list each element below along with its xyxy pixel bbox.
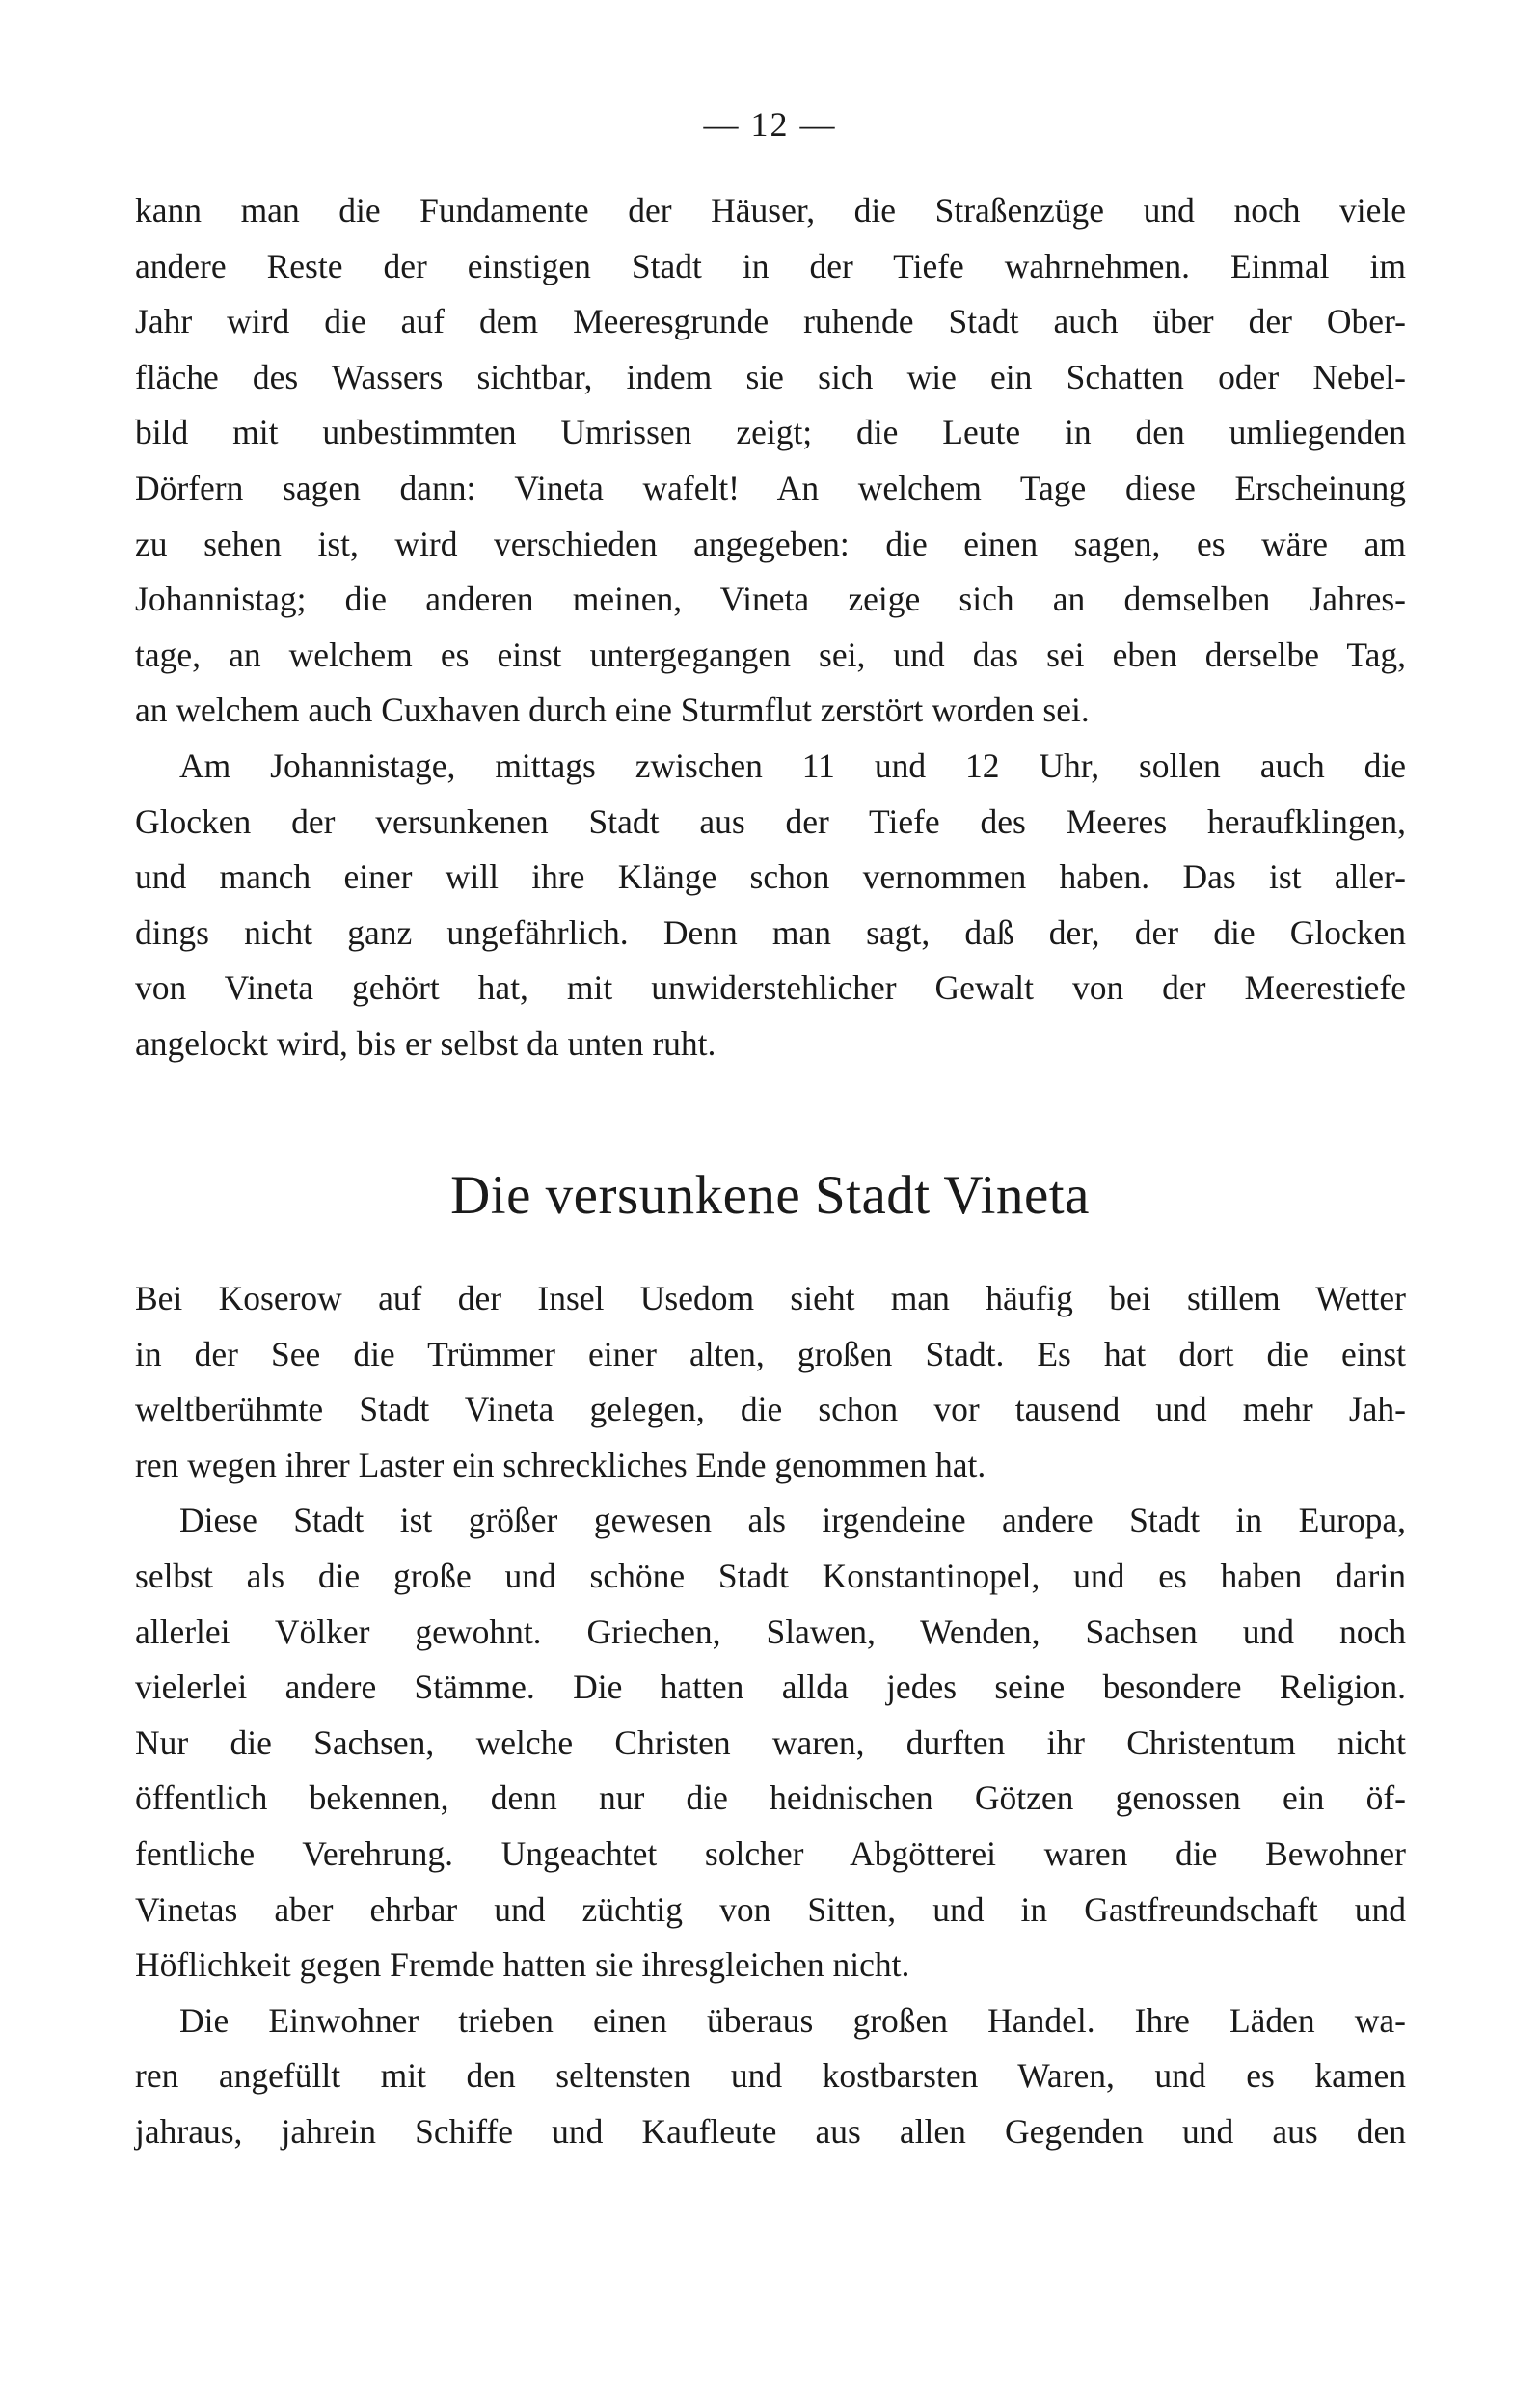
text-block-intro bbox=[135, 183, 1406, 1072]
paragraph bbox=[135, 739, 1406, 1072]
text-line: von Vineta gehört hat, mit unwiderstehlicher Gewalt von der Meerestiefe bbox=[135, 968, 1406, 1008]
page-number: — 12 — bbox=[703, 105, 837, 144]
text-line: Glocken der versunkenen Stadt aus der Tiefe des Meeres heraufklingen, bbox=[135, 801, 1406, 841]
text-line: und manch einer will ihre Klänge schon vernommen haben. Das ist aller- bbox=[135, 857, 1406, 897]
text-line: selbst als die große und schöne Stadt Konstantinopel, und es haben darin bbox=[135, 1556, 1406, 1595]
text-line: Bei Koserow auf der Insel Usedom sieht man häufig bei stillem Wetter bbox=[135, 1279, 1406, 1317]
text-line: Diese Stadt ist größer gewesen als irgendeine andere Stadt in Europa, bbox=[179, 1501, 1406, 1540]
paragraph bbox=[135, 1493, 1406, 1993]
text-line: Jahr wird die auf dem Meeresgrunde ruhende Stadt auch über der Ober- bbox=[135, 302, 1406, 341]
text-line: ren angefüllt mit den seltensten und kostbarsten Waren, und es kamen bbox=[135, 2056, 1406, 2096]
text-line: Vinetas aber ehrbar und züchtig von Sitten, und in Gastfreundschaft und bbox=[135, 1889, 1406, 1929]
text-line: dings nicht ganz ungefährlich. Denn man sagt, daß der, der die Glocken bbox=[135, 912, 1406, 952]
text-line: in der See die Trümmer einer alten, großen Stadt. Es hat dort die einst bbox=[135, 1334, 1406, 1373]
text-line: öffentlich bekennen, denn nur die heidnischen Götzen genossen ein öf- bbox=[135, 1778, 1406, 1818]
text-line: an welchem auch Cuxhaven durch eine Sturmflut zerstört worden sei. bbox=[135, 691, 1090, 730]
text-line: allerlei Völker gewohnt. Griechen, Slawen, Wenden, Sachsen und noch bbox=[135, 1612, 1406, 1651]
text-line: fentliche Verehrung. Ungeachtet solcher Abgötterei waren die Bewohner bbox=[135, 1833, 1406, 1873]
text-line: kann man die Fundamente der Häuser, die Straßenzüge und noch viele bbox=[135, 191, 1406, 230]
text-line: jahraus, jahrein Schiffe und Kaufleute aus allen Gegenden und aus den bbox=[135, 2111, 1406, 2151]
paragraph bbox=[135, 1994, 1406, 2160]
text-line: Höflichkeit gegen Fremde hatten sie ihresgleichen nicht. bbox=[135, 1945, 910, 1985]
text-line: Dörfern sagen dann: Vineta wafelt! An welchem Tage diese Erscheinung bbox=[135, 468, 1406, 507]
text-line: Johannistag; die anderen meinen, Vineta zeige sich an demselben Jahres- bbox=[135, 580, 1406, 619]
text-line: angelockt wird, bis er selbst da unten ruht. bbox=[135, 1023, 716, 1063]
text-line: zu sehen ist, wird verschieden angegeben: die einen sagen, es wäre am bbox=[135, 524, 1406, 563]
text-line: Nur die Sachsen, welche Christen waren, durften ihr Christentum nicht bbox=[135, 1722, 1406, 1762]
text-line: ren wegen ihrer Laster ein schreckliches Ende genommen hat. bbox=[135, 1445, 986, 1484]
text-line: Am Johannistage, mittags zwischen 11 und 12 Uhr, sollen auch die bbox=[179, 746, 1406, 785]
paragraph bbox=[135, 183, 1406, 739]
text-line: weltberühmte Stadt Vineta gelegen, die schon vor tausend und mehr Jah- bbox=[135, 1390, 1406, 1429]
section-heading: Die versunkene Stadt Vineta bbox=[450, 1165, 1090, 1226]
text-line: bild mit unbestimmten Umrissen zeigt; die Leute in den umliegenden bbox=[135, 413, 1406, 452]
text-block-story bbox=[135, 1271, 1406, 2160]
text-line: tage, an welchem es einst untergegangen sei, und das sei eben derselbe Tag, bbox=[135, 635, 1406, 674]
text-line: fläche des Wassers sichtbar, indem sie sich wie ein Schatten oder Nebel- bbox=[135, 357, 1406, 396]
paragraph bbox=[135, 1271, 1406, 1493]
text-line: vielerlei andere Stämme. Die hatten allda jedes seine besondere Religion. bbox=[135, 1668, 1406, 1707]
text-line: Die Einwohner trieben einen überaus großen Handel. Ihre Läden wa- bbox=[179, 2000, 1406, 2040]
text-line: andere Reste der einstigen Stadt in der Tiefe wahrnehmen. Einmal im bbox=[135, 246, 1406, 285]
